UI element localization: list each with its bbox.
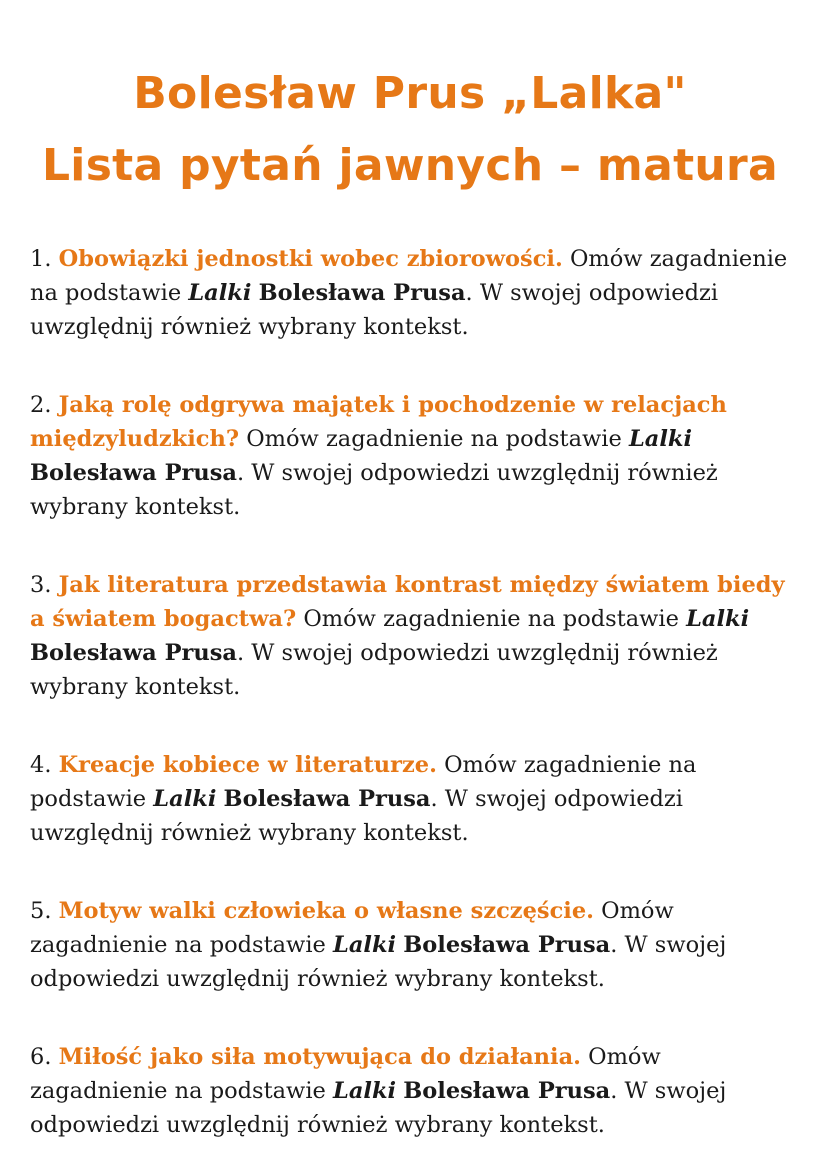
question-instruction: Omów zagadnienie na podstawie <box>30 246 788 306</box>
question-topic: Obowiązki jednostki wobec zbiorowości. <box>58 246 563 272</box>
question-number: 3. <box>30 572 52 598</box>
question-instruction: Omów zagadnienie na podstawie <box>30 898 674 958</box>
question-item-1 <box>30 242 790 344</box>
question-topic: Jaką rolę odgrywa majątek i pochodzenie w relacjach międzyludzkich? <box>30 392 727 452</box>
question-context-note: . W swojej odpowiedzi uwzględnij również wybrany kontekst. <box>30 1078 727 1138</box>
work-title: Lalki <box>628 426 693 452</box>
question-number: 6. <box>30 1044 52 1070</box>
question-context-note: . W swojej odpowiedzi uwzględnij również wybrany kontekst. <box>30 932 727 992</box>
question-instruction: Omów zagadnienie na podstawie <box>30 752 697 812</box>
question-topic: Kreacje kobiece w literaturze. <box>58 752 437 778</box>
question-item-3 <box>30 568 790 704</box>
question-topic: Motyw walki człowieka o własne szczęście. <box>58 898 594 924</box>
question-context-note: . W swojej odpowiedzi uwzględnij również wybrany kontekst. <box>30 280 719 340</box>
question-context-note: . W swojej odpowiedzi uwzględnij również wybrany kontekst. <box>30 786 683 846</box>
question-instruction: Omów zagadnienie na podstawie <box>303 606 679 632</box>
work-title: Lalki <box>333 1078 397 1104</box>
author-name: Bolesława Prusa <box>403 1078 611 1104</box>
question-item-4 <box>30 748 790 850</box>
question-number: 5. <box>30 898 52 924</box>
author-name: Bolesława Prusa <box>30 460 237 486</box>
author-name: Bolesława Prusa <box>223 786 431 812</box>
question-context-note: . W swojej odpowiedzi uwzględnij również wybrany kontekst. <box>30 640 718 700</box>
question-context-note: . W swojej odpowiedzi uwzględnij również wybrany kontekst. <box>30 460 718 520</box>
author-name: Bolesława Prusa <box>403 932 611 958</box>
author-name: Bolesława Prusa <box>258 280 466 306</box>
question-list <box>30 242 790 1142</box>
question-item-5 <box>30 894 790 996</box>
question-topic: Miłość jako siła motywująca do działania. <box>58 1044 581 1070</box>
work-title: Lalki <box>686 606 750 632</box>
question-item-2 <box>30 388 790 524</box>
work-title: Lalki <box>333 932 397 958</box>
question-item-6 <box>30 1040 790 1142</box>
question-topic: Jak literatura przedstawia kontrast między światem biedy a światem bogactwa? <box>30 572 785 632</box>
question-instruction: Omów zagadnienie na podstawie <box>30 1044 661 1104</box>
title-line-1: Bolesław Prus „Lalka" <box>133 68 687 119</box>
work-title: Lalki <box>188 280 252 306</box>
question-number: 4. <box>30 752 52 778</box>
question-number: 1. <box>30 246 52 272</box>
question-instruction: Omów zagadnienie na podstawie <box>246 426 622 452</box>
page-title <box>30 58 790 202</box>
title-line-2: Lista pytań jawnych – matura <box>41 140 779 191</box>
work-title: Lalki <box>153 786 217 812</box>
question-number: 2. <box>30 392 52 418</box>
author-name: Bolesława Prusa <box>30 640 237 666</box>
